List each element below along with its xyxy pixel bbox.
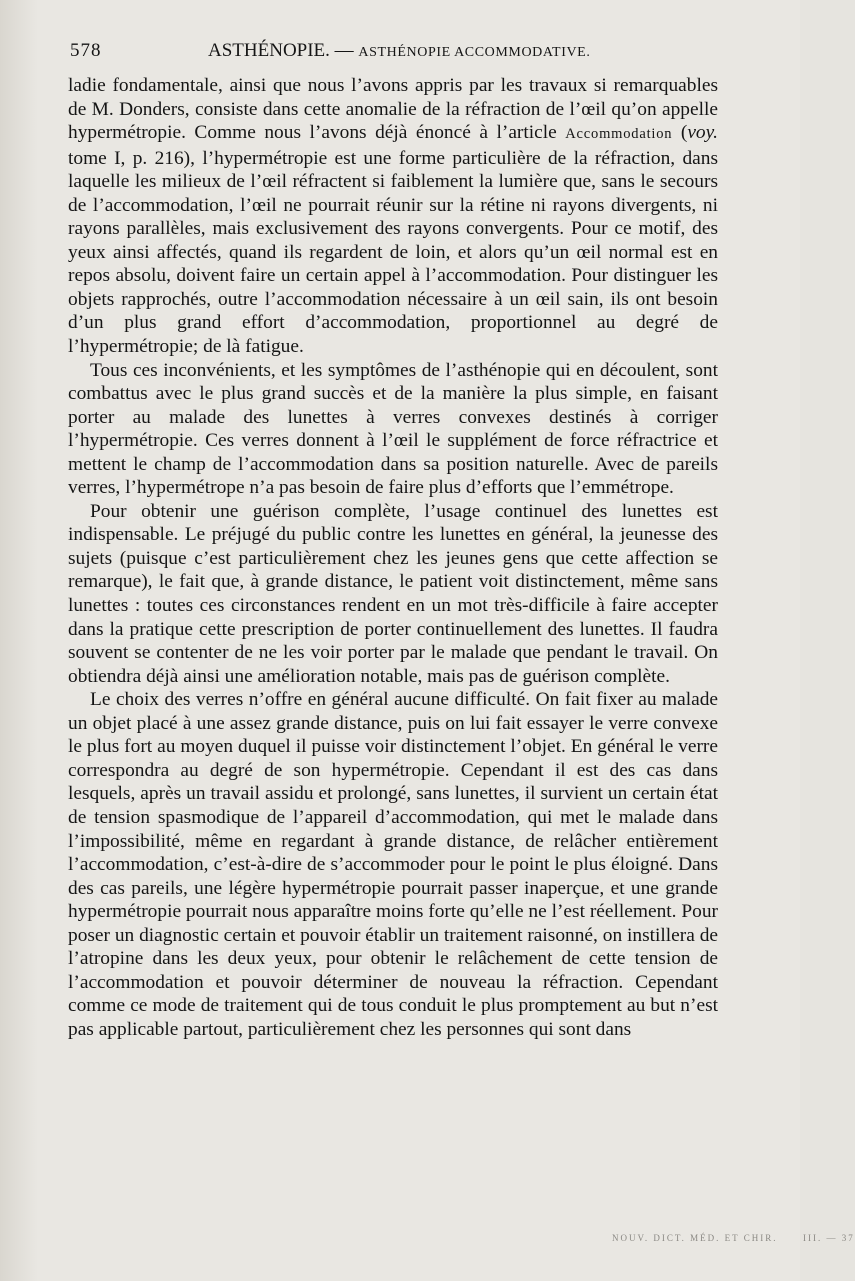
- running-title-dash: —: [334, 40, 354, 61]
- page-header: [70, 40, 722, 66]
- running-title: [208, 40, 590, 62]
- body-text: [68, 74, 718, 1041]
- paragraph-4: Le choix des verres n’offre en général aucune difficulté. On fait fixer au malade un objet placé à une assez grande distance, puis on lui fait essayer le verre convexe le plus fort au moyen duquel il puisse voir distinctement l’objet. En général le verre correspondra au degré de son hypermétropie. Cependant il est des cas dans lesquels, après un travail assidu et prolongé, sans lunettes, il survient un certain état de tension spasmodique de l’appareil d’accommodation, qui met le malade dans l’impossibilité, même en regardant à grande distance, de relâcher entièrement l’accommodation, c’est-à-dire de s’accommoder pour le point le plus éloigné. Dans des cas pareils, une légère hypermétropie pourrait passer inaperçue, et une grande hypermétropie pourrait nous apparaître moins forte qu’elle ne l’est réellement. Pour poser un diagnostic certain et pouvoir établir un traitement raisonné, on instillera de l’atropine dans les deux yeux, pour obtenir le relâchement de cette tension de l’accommodation et pouvoir déterminer de nouveau la réfraction. Cependant comme ce mode de traitement qui de tous conduit le plus promptement au but n’est pas applicable partout, particulièrement chez les personnes qui sont dans: [68, 689, 718, 1040]
- printer-signature: NOUV. DICT. MÉD. ET CHIR.: [612, 1233, 778, 1243]
- page-number: 578: [70, 40, 102, 61]
- paragraph-1-text-b: (: [672, 122, 688, 144]
- article-reference: Accommodation: [565, 126, 673, 143]
- paragraph-2: Tous ces inconvénients, et les symptômes de l’asthénopie qui en découlent, sont combattus avec le plus grand succès et de la manière la plus simple, en faisant porter au malade des lunettes à verres convexes destinés à corriger l’hypermétropie. Ces verres donnent à l’œil le supplément de force réfractrice et mettent le champ de l’accommodation dans sa position naturelle. Avec de pareils verres, l’hypermétrope n’a pas besoin de faire plus d’efforts que l’emmétrope.: [68, 359, 718, 499]
- paragraph-1-text-c: tome I, p. 216), l’hypermétropie est une forme particulière de la réfraction, dans laquelle les milieux de l’œil réfractent si faiblement la lumière que, sans le secours de l’accommodation, l’œil ne pourrait réunir sur la rétine ni rayons divergents, ni rayons parallèles, mais exclusivement des rayons convergents. Pour ce motif, des yeux ainsi affectés, quand ils regardent de loin, et alors qu’un œil normal est en repos absolu, doivent faire un certain appel à l’accommodation. Pour distinguer les objets rapprochés, outre l’accommodation nécessaire à un œil sain, ils ont besoin d’un plus grand effort d’accommodation, proportionnel au degré de l’hypermétropie; de là fatigue.: [68, 147, 718, 358]
- paragraph-1-text-a: ladie fondamentale, ainsi que nous l’avons appris par les travaux si remarquables de M. Donders, consiste dans cette anomalie de la réfraction de l’œil qu’on appelle hypermétropie. Comme nous l’avons déjà énoncé à l’article: [68, 75, 718, 144]
- page-footer: [612, 1233, 855, 1243]
- paragraph-1: [68, 74, 718, 359]
- running-title-main: ASTHÉNOPIE.: [208, 40, 330, 61]
- running-title-sub: ASTHÉNOPIE ACCOMMODATIVE.: [358, 45, 591, 60]
- paragraph-3: Pour obtenir une guérison complète, l’usage continuel des lunettes est indispensable. Le préjugé du public contre les lunettes en général, la jeunesse des sujets (puisque c’est particulièrement chez les jeunes gens que cette affection se remarque), le fait que, à grande distance, le patient voit distinctement, même sans lunettes : toutes ces circonstances rendent en un mot très-difficile à faire accepter dans la pratique cette prescription de porter continuellement des lunettes. Il faudra souvent se contenter de ne les voir porter par le malade que pendant le travail. On obtiendra déjà ainsi une amélioration notable, mais pas de guérison complète.: [68, 500, 718, 687]
- sheet-number: III. — 37: [803, 1233, 855, 1243]
- voy-abbreviation: voy.: [687, 122, 718, 144]
